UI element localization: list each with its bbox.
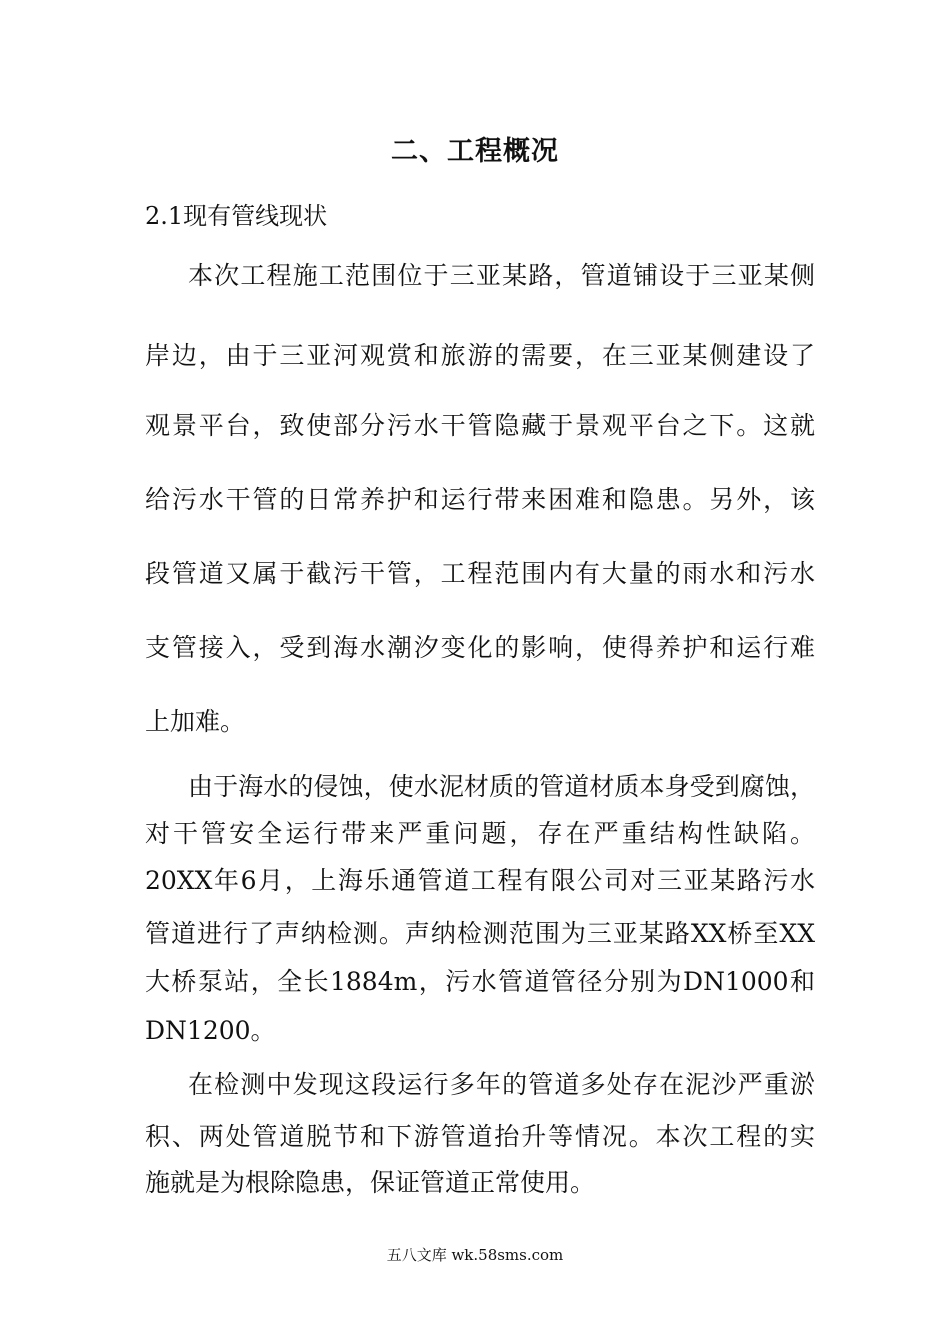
paragraph-line: 观景平台，致使部分污水干管隐藏于景观平台之下。这就	[145, 411, 815, 440]
paragraph-line: 对干管安全运行带来严重问题，存在严重结构性缺陷。	[145, 819, 815, 848]
paragraph-line: 20XX年6月，上海乐通管道工程有限公司对三亚某路污水	[145, 866, 815, 895]
paragraph-line: 岸边，由于三亚河观赏和旅游的需要，在三亚某侧建设了	[145, 341, 815, 370]
paragraph-line: DN1200。	[145, 1016, 276, 1045]
paragraph-line: 积、两处管道脱节和下游管道抬升等情况。本次工程的实	[145, 1122, 815, 1151]
paragraph-line: 大桥泵站，全长1884m，污水管道管径分别为DN1000和	[145, 967, 815, 996]
paragraph-line: 支管接入，受到海水潮汐变化的影响，使得养护和运行难	[145, 633, 815, 662]
paragraph-line: 给污水干管的日常养护和运行带来困难和隐患。另外，该	[145, 485, 815, 514]
paragraph-line: 上加难。	[145, 707, 246, 736]
footer-watermark: 五八文库 wk.58sms.com	[386, 1246, 564, 1264]
paragraph-line: 段管道又属于截污干管，工程范围内有大量的雨水和污水	[145, 559, 815, 588]
section-heading: 2.1现有管线现状	[145, 202, 328, 230]
paragraph-line: 管道进行了声纳检测。声纳检测范围为三亚某路XX桥至XX	[145, 919, 815, 948]
page-title: 二、工程概况	[391, 136, 559, 167]
paragraph-line: 在检测中发现这段运行多年的管道多处存在泥沙严重淤	[188, 1070, 815, 1099]
paragraph-line: 施就是为根除隐患，保证管道正常使用。	[145, 1168, 596, 1197]
paragraph-line: 由于海水的侵蚀，使水泥材质的管道材质本身受到腐蚀，	[188, 772, 815, 801]
paragraph-line: 本次工程施工范围位于三亚某路，管道铺设于三亚某侧	[188, 261, 815, 290]
